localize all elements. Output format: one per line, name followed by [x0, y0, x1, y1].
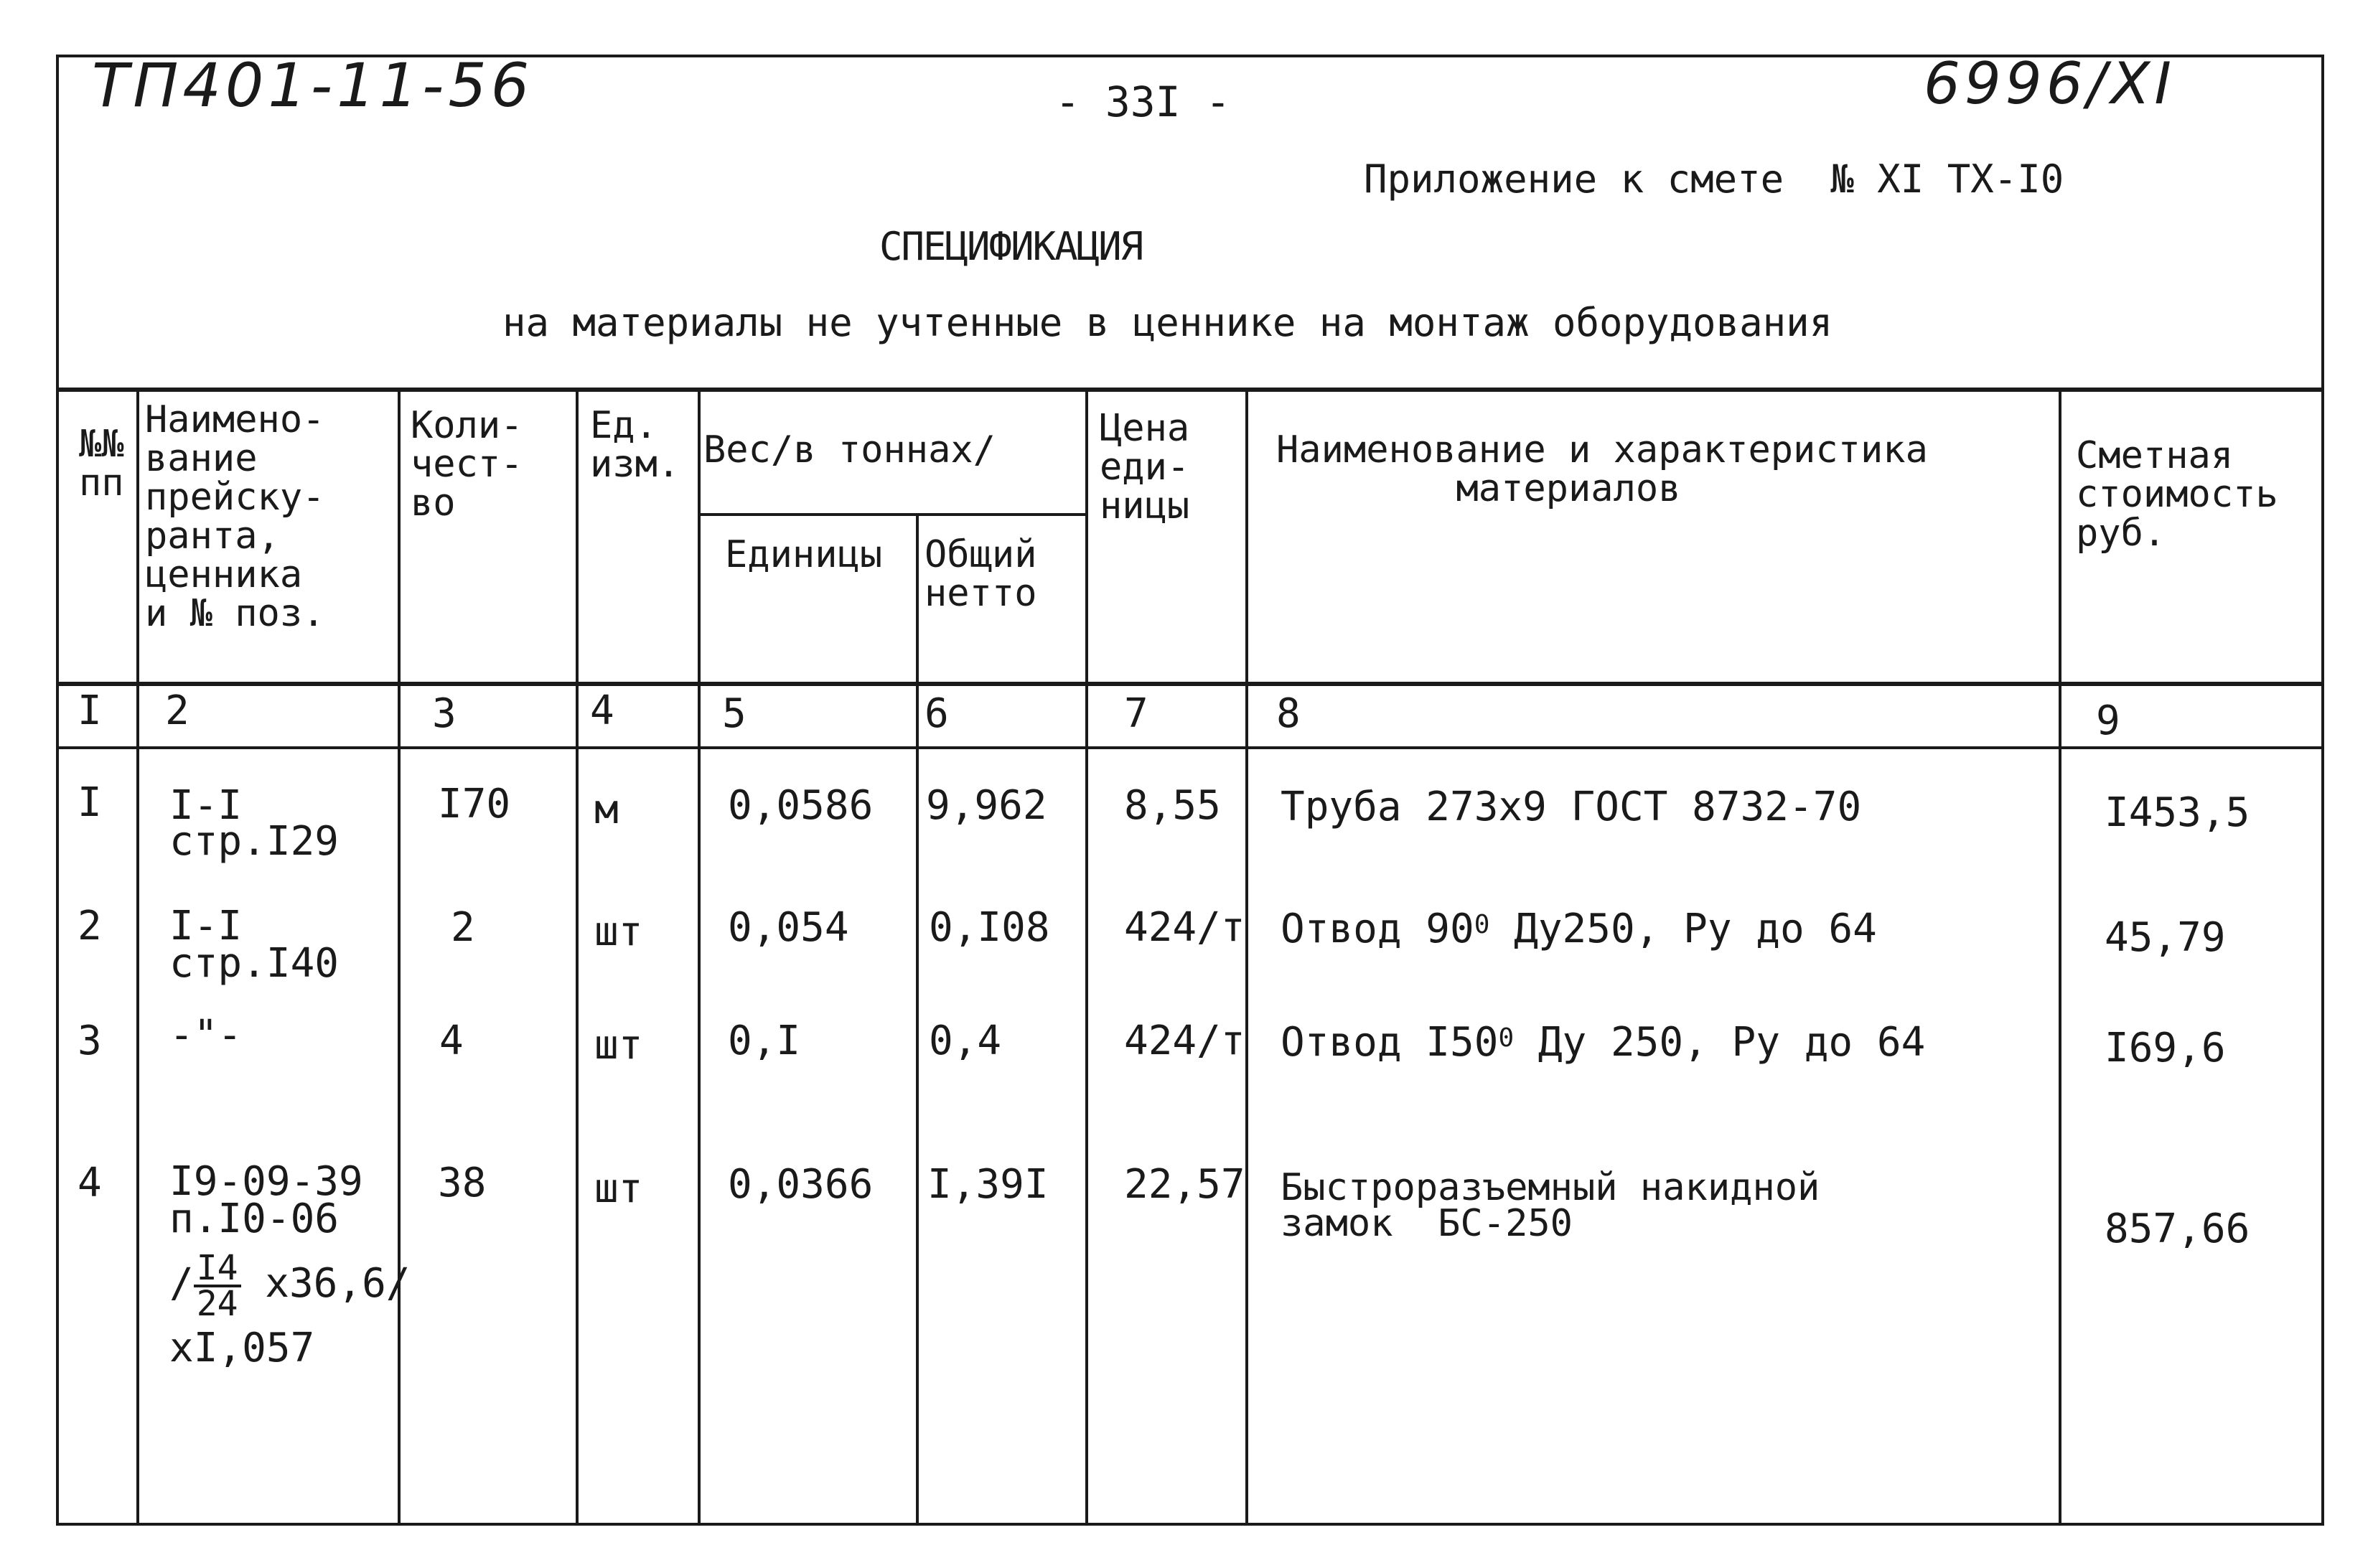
row-1-unit: м [594, 787, 619, 833]
row-4-quantity: 38 [438, 1160, 487, 1206]
row-2-ref-page: стр.I40 [169, 940, 340, 987]
document-code-right: 6996/XI [1924, 50, 2176, 117]
row-2-number: 2 [78, 903, 102, 949]
row-4-number: 4 [78, 1160, 102, 1206]
column-number: 3 [432, 690, 457, 737]
row-3-weight-total: 0,4 [929, 1018, 1002, 1064]
row-1-number: I [78, 779, 102, 826]
header-row-number: №№ пп [79, 423, 124, 504]
header-weight-unit: Единицы [725, 533, 883, 576]
appendix-line: Приложение к смете № XI ТХ-I0 [1364, 156, 2064, 202]
row-1-weight-unit: 0,0586 [728, 782, 874, 829]
degree-mark: 0 [1498, 1023, 1515, 1053]
row-1-quantity: I70 [438, 781, 511, 827]
header-unit-price: Цена еди- ницы [1100, 407, 1190, 527]
column-number: 8 [1276, 690, 1301, 737]
row-3-number: 3 [78, 1018, 102, 1064]
document-code-left: ТП401-11-56 [92, 50, 534, 121]
row-4-ref-multiplier: хI,057 [169, 1325, 315, 1371]
header-unit: Ед. изм. [590, 404, 680, 486]
document-subtitle: на материалы не учтенные в ценнике на монтаж оборудования [502, 300, 1833, 345]
col-divider-7 [1245, 390, 1248, 1524]
fraction-denominator: 24 [196, 1284, 238, 1324]
row-4-ref-formula [169, 1248, 411, 1324]
header-estimated-cost: Сметная стоимость руб. [2076, 434, 2278, 555]
row-2-weight-unit: 0,054 [728, 904, 849, 951]
column-number: 6 [925, 690, 949, 737]
row-2-quantity: 2 [451, 904, 475, 951]
row-4-ref-item: п.I0-06 [169, 1196, 340, 1242]
row-1-weight-total: 9,962 [926, 782, 1047, 829]
row-1-ref: I-I [169, 782, 243, 829]
row-3-unit: шт [594, 1022, 643, 1069]
row-3-ref: -"- [169, 1012, 243, 1058]
column-number: 2 [165, 687, 189, 734]
row-3-material [1281, 1019, 1926, 1066]
row-1-material: Труба 273х9 ГОСТ 8732-70 [1281, 784, 1862, 830]
column-number: 9 [2096, 698, 2120, 744]
col-divider-1 [136, 390, 139, 1524]
row-3-quantity: 4 [439, 1018, 464, 1064]
page-number: - 33I - [1055, 78, 1231, 126]
row-4-material: Быстроразъемный накидной [1281, 1166, 1820, 1209]
col-divider-4 [698, 390, 701, 1524]
col-divider-2 [398, 390, 401, 1524]
row-4-material-line-2: замок БС-250 [1281, 1202, 1573, 1245]
column-number: 5 [722, 690, 746, 737]
row-4-weight-unit: 0,0366 [728, 1161, 874, 1208]
column-number: 7 [1124, 690, 1148, 737]
row-2-ref: I-I [169, 903, 243, 949]
row-4-estimated-cost: 857,66 [2105, 1206, 2250, 1252]
row-4-weight-total: I,39I [927, 1161, 1049, 1208]
row-3-weight-unit: 0,I [728, 1018, 801, 1064]
col-divider-5 [916, 513, 919, 1524]
row-2-weight-total: 0,I08 [929, 904, 1050, 951]
row-4-unit-price: 22,57 [1124, 1161, 1245, 1208]
row-3-estimated-cost: I69,6 [2105, 1025, 2226, 1071]
row-4-unit: шт [594, 1165, 643, 1212]
row-2-unit-price: 424/т [1124, 904, 1245, 951]
row-1-estimated-cost: I453,5 [2105, 789, 2250, 836]
fraction [194, 1248, 241, 1324]
header-weight-total: Общий нетто [925, 533, 1037, 615]
row-3-material-part: Отвод I50 [1281, 1019, 1499, 1066]
row-1-ref-page: стр.I29 [169, 818, 340, 865]
header-material: Наименование и характеристика материалов [1276, 428, 1928, 510]
column-number: I [78, 687, 102, 734]
header-price-list-ref: Наимено- вание прейску- ранта, ценника и № поз. [145, 398, 325, 635]
degree-mark: 0 [1474, 910, 1490, 939]
document-title: СПЕЦИФИКАЦИЯ [879, 224, 1143, 269]
header-weight-group: Вес/в тоннах/ [703, 428, 996, 471]
col-divider-8 [2059, 390, 2061, 1524]
row-2-estimated-cost: 45,79 [2105, 914, 2226, 961]
row-2-material [1281, 906, 1877, 952]
row-4-ref: I9-09-39 [169, 1158, 363, 1205]
row-3-unit-price: 424/т [1124, 1018, 1245, 1064]
weight-group-divider [698, 513, 1085, 516]
row-2-material-part: Ду250, Ру до 64 [1489, 906, 1877, 952]
col-divider-3 [576, 390, 579, 1524]
col-divider-6 [1085, 390, 1088, 1524]
row-2-unit: шт [594, 909, 643, 955]
column-number: 4 [590, 687, 614, 734]
row-3-material-part: Ду 250, Ру до 64 [1514, 1019, 1926, 1066]
formula-part: х36,6/ [240, 1260, 411, 1308]
header-quantity: Коли- чест- во [411, 404, 523, 525]
fraction-numerator: I4 [194, 1252, 241, 1287]
row-2-material-part: Отвод 90 [1281, 906, 1474, 952]
row-1-unit-price: 8,55 [1124, 782, 1221, 829]
formula-part: / [169, 1260, 194, 1308]
